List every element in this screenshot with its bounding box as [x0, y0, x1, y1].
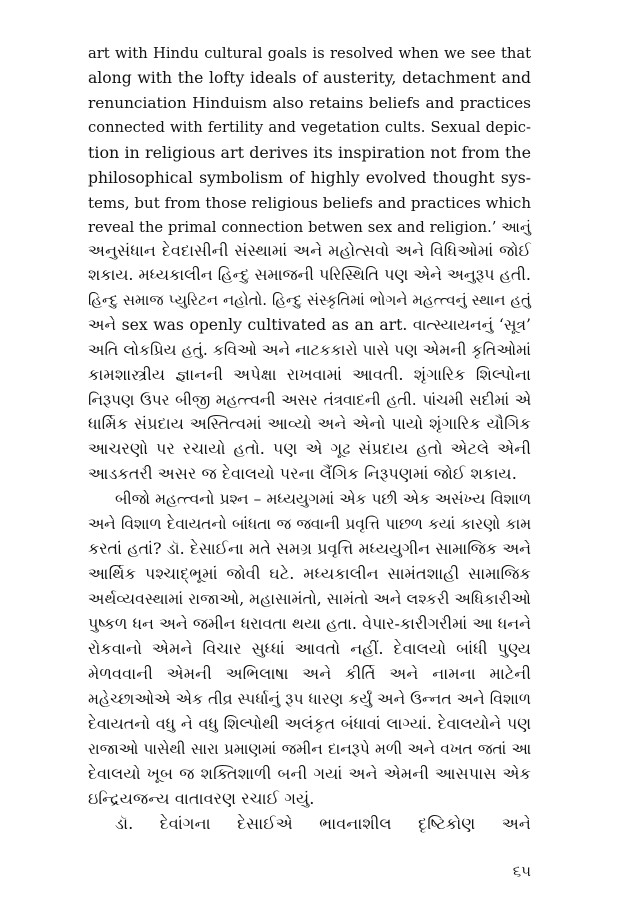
text-line: reveal the primal connection betwen sex and religion.’ આનું — [88, 219, 531, 236]
text-line: આર્થિક પશ્ચાદ્ભૂમાં જોવી ઘટે. મધ્યકાલીન સામંતશાહી સામાજિક — [88, 564, 531, 583]
text-line: પુષ્કળ ધન અને જમીન ધરાવતા થયા હતા. વેપાર-કારીગરીમાં આ ધનને — [88, 614, 531, 633]
text-line: દેવાલયો ખૂબ જ શક્તિશાળી બની ગયાં અને એમની આસપાસ એક — [88, 764, 531, 783]
text-line: અને વિશાળ દેવાયતનો બાંધતા જ જવાની પ્રવૃત્તિ પાછળ કયાં કારણો કામ — [88, 515, 531, 533]
text-line: મહેચ્છાઓએ એક તીવ્ર સ્પર્ધાનું રૂપ ધારણ કર્યું અને ઉન્નત અને વિશાળ — [88, 690, 531, 708]
text-line: નિરૂપણ ઉપર બીજી મહત્ત્વની અસર તંત્રવાદની હતી. પાંચમી સદીમાં એ — [88, 391, 531, 409]
text-line: philosophical symbolism of highly evolved thought sys- — [88, 169, 531, 187]
text-line: અને sex was openly cultivated as an art. વાત્સ્યાયનનું ‘સૂત્ર’ — [88, 316, 531, 334]
paragraph-start-line: બીજો મહત્ત્વનો પ્રશ્ન – મધ્યયુગમાં એક પછી એક અસંખ્ય વિશાળ — [115, 490, 531, 508]
text-line: આડકતરી અસર જ દેવાલયો પરના લૈંગિક નિરૂપણમાં જોઈ શકાય. — [88, 464, 517, 483]
text-line: અતિ લોકપ્રિય હતું. કવિઓ અને નાટકકારો પાસે પણ એમની કૃતિઓમાં — [88, 341, 531, 359]
text-line: tion in religious art derives its inspiration not from the — [88, 143, 531, 162]
text-line: connected with fertility and vegetation cults. Sexual depic- — [88, 119, 531, 136]
text-line: along with the lofty ideals of austerity, detachment and — [88, 69, 531, 87]
text-line: અર્થવ્યવસ્થામાં રાજાઓ, મહાસામંતો, સામંતો અને લશ્કરી અધિકારીઓ — [88, 590, 531, 608]
text-line: મેળવવાની એમની અભિલાષા અને કીર્તિ અને નામના માટેની — [88, 664, 531, 683]
text-line: ધાર્મિક સંપ્રદાય અસ્તિત્વમાં આવ્યો અને એનો પાયો શૃંગારિક યૌગિક — [88, 414, 531, 433]
text-line: renunciation Hinduism also retains beliefs and practices — [88, 94, 531, 112]
page-number: ૬૫ — [512, 862, 531, 880]
text-line: ઇન્દ્રિયજન્ય વાતાવરણ રચાઈ ગયું. — [88, 789, 315, 808]
text-line: દેવાયતનો વધુ ને વધુ શિલ્પોથી અલંકૃત બંધાવાં લાગ્યાં. દેવાલયોને પણ — [88, 714, 531, 733]
text-line: કામશાસ્ત્રીય જ્ઞાનની અપેક્ષા રાખવામાં આવતી. શૃંગારિક શિલ્પોના — [88, 365, 531, 384]
text-line: રાજાઓ પાસેથી સારા પ્રમાણમાં જમીન દાનરૂપે મળી અને વખત જતાં આ — [88, 740, 531, 758]
text-line: શકાય. મધ્યકાલીન હિન્દુ સમાજની પરિસ્થિતિ પણ એને અનુરૂપ હતી. — [88, 265, 531, 284]
text-line: અનુસંધાન દેવદાસીની સંસ્થામાં અને મહોત્સવો અને વિધિઓમાં જોઈ — [88, 241, 531, 260]
text-line: art with Hindu cultural goals is resolved when we see that — [88, 45, 531, 62]
text-line: આચરણો પર રચાયો હતો. પણ એ ગૂઢ સંપ્રદાય હતો એટલે એની — [88, 439, 531, 458]
text-line: રોકવાનો એમને વિચાર સુધ્ધાં આવતો નહીં. દેવાલયો બાંધી પુણ્ય — [88, 639, 531, 658]
paragraph-start-line: ડૉ. દેવાંગના દેસાઈએ ભાવનાશીલ દૃષ્ટિકોણ અને — [115, 814, 531, 833]
text-line: કરતાં હતાં? ડૉ. દેસાઈના મતે સમગ્ર પ્રવૃત્તિ મધ્યયુગીન સામાજિક અને — [88, 539, 531, 558]
text-line: હિન્દુ સમાજ પ્યુરિટન નહોતો. હિન્દુ સંસ્કૃતિમાં ભોગને મહત્ત્વનું સ્થાન હતું — [88, 291, 531, 309]
text-line: tems, but from those religious beliefs and practices which — [88, 194, 531, 212]
